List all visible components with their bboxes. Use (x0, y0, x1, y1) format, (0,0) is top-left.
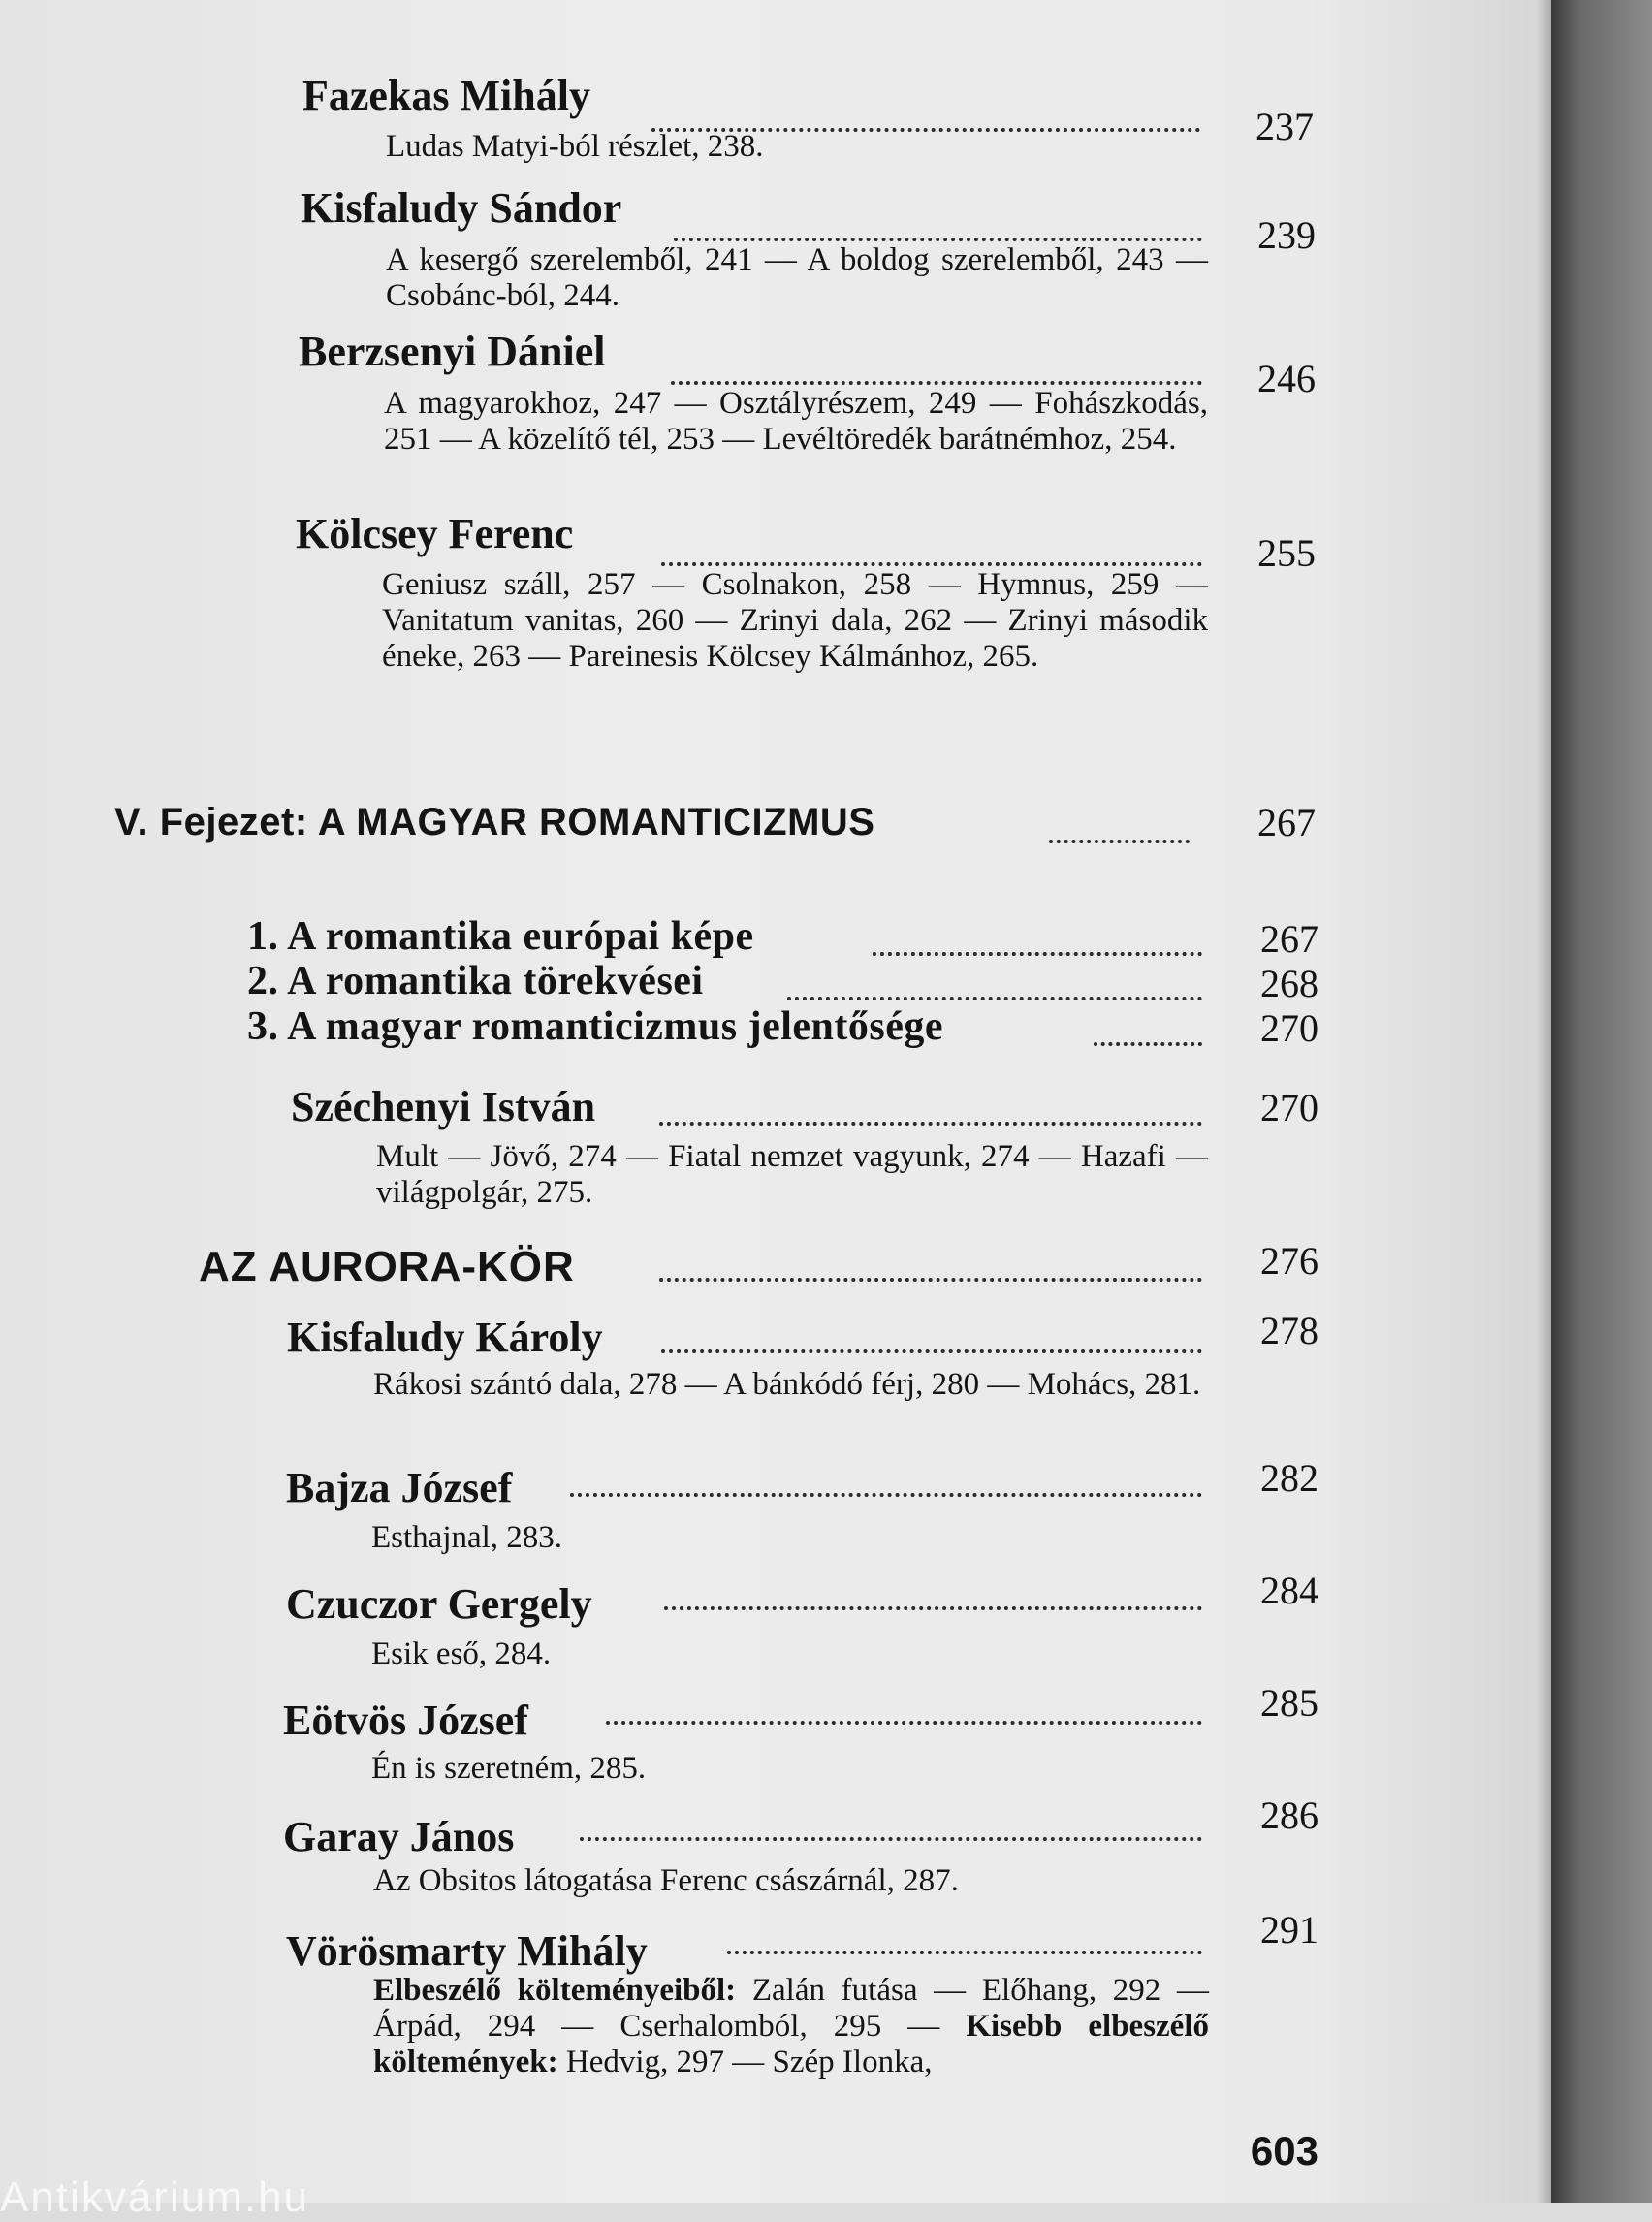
leader-dots (727, 1951, 1202, 1954)
leader-dots (570, 1493, 1202, 1497)
works-group-label: Elbeszélő költeményeiből: (373, 1973, 737, 2008)
works-list: A kesergő szerelemből, 241 — A boldog szerelemből, 243 — Csobánc-ból, 244. (386, 242, 1208, 313)
page-number: 286 (1260, 1793, 1318, 1837)
author-name: Kölcsey Ferenc (296, 510, 574, 557)
watermark: Antikvárium.hu (0, 2174, 310, 2221)
page-folio: 603 (1250, 2128, 1318, 2174)
leader-dots (606, 1721, 1202, 1725)
author-name: Bajza József (286, 1464, 513, 1511)
author-name: Kisfaludy Károly (287, 1314, 603, 1361)
leader-dots (674, 238, 1202, 241)
page-number: 270 (1260, 1086, 1318, 1129)
works-list: Ludas Matyi-ból részlet, 238. (386, 129, 764, 164)
page-number: 255 (1257, 531, 1316, 575)
author-name: Széchenyi István (291, 1083, 596, 1130)
leader-dots (661, 1349, 1202, 1353)
author-name: Eötvös József (283, 1697, 528, 1744)
leader-dots (664, 1606, 1202, 1610)
page-number: 276 (1260, 1239, 1318, 1283)
leader-dots (1049, 840, 1190, 843)
author-name: Czuczor Gergely (286, 1580, 592, 1628)
subsection-title: 1. A romantika európai képe (247, 914, 754, 959)
section-title: AZ AURORA-KÖR (199, 1243, 575, 1290)
works-group-label: Kisebb elbeszélő költemények: (373, 2009, 1209, 2079)
author-name: Vörösmarty Mihály (286, 1927, 648, 1975)
page-number: 282 (1260, 1456, 1318, 1500)
author-name: Fazekas Mihály (302, 72, 590, 119)
works-list: A magyarokhoz, 247 — Osztályrészem, 249 — Fohászkodás, 251 — A közelítő tél, 253 — Levéltöredék barátnémhoz, 254. (384, 386, 1208, 457)
works-list: Esthajnal, 283. (371, 1520, 563, 1555)
leader-dots (787, 997, 1202, 1000)
works-list: Rákosi szántó dala, 278 — A bánkódó férj, 280 — Mohács, 281. (373, 1367, 1201, 1402)
subsection-title: 3. A magyar romanticizmus jelentősége (247, 1004, 944, 1049)
leader-dots (580, 1837, 1202, 1841)
page-number: 291 (1260, 1908, 1318, 1952)
works-list: Geniusz száll, 257 — Csolnakon, 258 — Hymnus, 259 — Vanitatum vanitas, 260 — Zrinyi dala, 262 — Zrinyi második éneke, 263 — Pareinesis Kölcsey Kálmánhoz, 265. (382, 567, 1208, 674)
page-number: 246 (1257, 357, 1316, 400)
works-list: Az Obsitos látogatása Ferenc császárnál, 287. (373, 1863, 959, 1898)
page-number: 267 (1260, 917, 1318, 961)
author-name: Garay János (283, 1813, 515, 1860)
leader-dots (873, 952, 1202, 956)
page-number: 237 (1255, 105, 1314, 148)
author-name: Kisfaludy Sándor (301, 184, 622, 232)
page-number: 239 (1257, 213, 1316, 257)
works-text: Hedvig, 297 — Szép Ilonka, (557, 2045, 933, 2079)
leader-dots (1094, 1042, 1202, 1046)
works-list: Én is szeretném, 285. (371, 1751, 647, 1786)
author-name: Berzsenyi Dániel (299, 328, 606, 375)
page-number: 284 (1260, 1569, 1318, 1612)
works-list: Mult — Jövő, 274 — Fiatal nemzet vagyunk, 274 — Hazafi — világpolgár, 275. (376, 1139, 1208, 1210)
leader-dots (659, 1122, 1202, 1126)
chapter-title: V. Fejezet: A MAGYAR ROMANTICIZMUS (114, 801, 875, 843)
page-number: 285 (1260, 1681, 1318, 1725)
page-number: 267 (1257, 801, 1316, 844)
works-list (373, 1973, 1209, 2080)
subsection-title: 2. A romantika törekvései (247, 959, 704, 1003)
background-band (1551, 0, 1652, 2203)
leader-dots (671, 381, 1202, 385)
works-text: Zalán futása — Előhang, 292 — Árpád, 294 — Cserhalomból, 295 — (373, 1973, 1209, 2044)
leader-dots (661, 562, 1202, 566)
leader-dots (659, 1278, 1202, 1282)
page-number: 270 (1260, 1006, 1318, 1050)
page-number: 278 (1260, 1309, 1318, 1352)
works-list: Esik eső, 284. (371, 1636, 552, 1671)
page-number: 268 (1260, 962, 1318, 1005)
